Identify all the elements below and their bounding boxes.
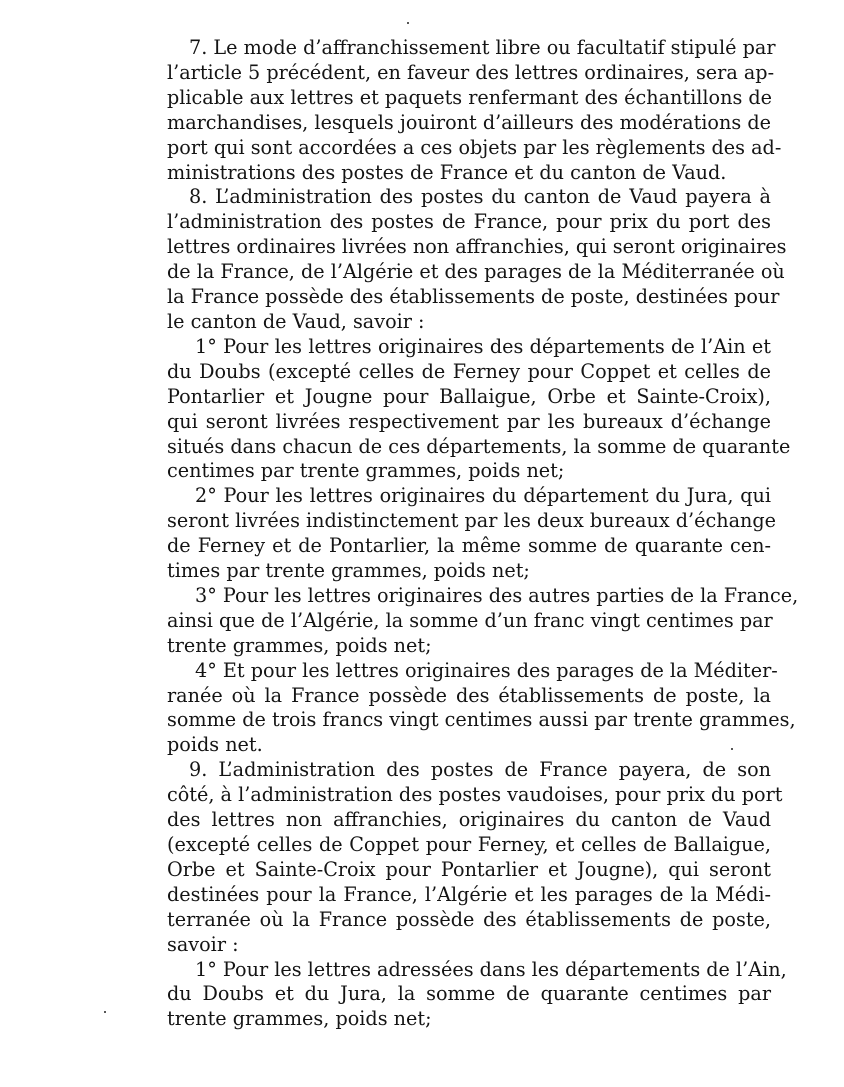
text-line: l’article 5 précédent, en faveur des lettres ordinaires, sera ap- xyxy=(167,60,775,84)
text-line: 4° Et pour les lettres originaires des parages de la Méditer- xyxy=(195,658,778,682)
text-line: lettres ordinaires livrées non affranchies, qui seront originaires xyxy=(167,235,787,259)
text-line: 2° Pour les lettres originaires du département du Jura, qui xyxy=(195,484,771,508)
text-line: 9. L’administration des postes de France payera, de son xyxy=(189,758,771,782)
text-line: 7. Le mode d’affranchissement libre ou facultatif stipulé par xyxy=(189,36,776,59)
scan-speck xyxy=(407,22,409,24)
text-line: times par trente grammes, poids net; xyxy=(167,559,530,583)
text-line: situés dans chacun de ces départements, la somme de quarante xyxy=(167,434,791,458)
text-line: centimes par trente grammes, poids net; xyxy=(167,459,565,483)
text-line: plicable aux lettres et paquets renfermant des échantillons de xyxy=(167,85,773,109)
article-8 xyxy=(167,185,787,334)
article-8-item-1 xyxy=(167,334,791,484)
text-line: des lettres non affranchies, originaires du canton de Vaud xyxy=(167,808,771,832)
text-line: 8. L’administration des postes du canton de Vaud payera à xyxy=(189,185,771,209)
text-line: seront livrées indistinctement par les deux bureaux d’échange xyxy=(167,509,777,533)
scan-speck xyxy=(104,1011,106,1013)
text-line: ministrations des postes de France et du canton de Vaud. xyxy=(167,160,727,184)
text-line: terranée où la France possède des établissements de poste, xyxy=(167,907,771,931)
text-line: marchandises, lesquels jouiront d’ailleurs des modérations de xyxy=(167,110,771,134)
text-line: 1° Pour les lettres adressées dans les départements de l’Ain, xyxy=(195,957,787,981)
scan-speck xyxy=(731,748,733,750)
text-line: du Doubs (excepté celles de Ferney pour Coppet et celles de xyxy=(167,359,771,383)
article-8-item-3 xyxy=(167,583,799,659)
article-7 xyxy=(167,36,782,185)
text-line: poids net. xyxy=(167,733,263,757)
article-9-item-1 xyxy=(167,957,787,1033)
text-line: ranée où la France possède des établissements de poste, la xyxy=(167,683,771,707)
text-line: le canton de Vaud, savoir : xyxy=(167,309,425,333)
text-line: port qui sont accordées a ces objets par les règlements des ad- xyxy=(167,135,782,159)
text-line: trente grammes, poids net; xyxy=(167,1007,432,1031)
text-line: somme de trois francs vingt centimes aussi par trente grammes, xyxy=(167,708,796,732)
text-line: qui seront livrées respectivement par les bureaux d’échange xyxy=(167,409,771,433)
text-line: l’administration des postes de France, pour prix du port des xyxy=(167,210,771,234)
text-line: Orbe et Sainte-Croix pour Pontarlier et Jougne), qui seront xyxy=(167,857,771,881)
text-line: destinées pour la France, l’Algérie et les parages de la Médi- xyxy=(167,882,771,906)
document-body xyxy=(167,36,799,1032)
article-8-item-2 xyxy=(167,484,777,584)
text-line: de la France, de l’Algérie et des parages de la Méditerranée où xyxy=(167,260,785,284)
text-line: 1° Pour les lettres originaires des départements de l’Ain et xyxy=(195,334,771,358)
text-line: de Ferney et de Pontarlier, la même somme de quarante cen- xyxy=(167,534,771,558)
text-line: 3° Pour les lettres originaires des autres parties de la France, xyxy=(195,583,799,607)
text-line: côté, à l’administration des postes vaudoises, pour prix du port xyxy=(167,783,783,807)
text-line: trente grammes, poids net; xyxy=(167,633,432,657)
article-8-item-4 xyxy=(167,658,796,759)
article-9 xyxy=(167,758,783,957)
text-line: savoir : xyxy=(167,932,239,956)
text-line: ainsi que de l’Algérie, la somme d’un franc vingt centimes par xyxy=(167,608,773,632)
text-line: la France possède des établissements de poste, destinées pour xyxy=(167,285,780,309)
text-line: (excepté celles de Coppet pour Ferney, et celles de Ballaigue, xyxy=(167,833,771,856)
text-line: du Doubs et du Jura, la somme de quarante centimes par xyxy=(167,982,771,1006)
text-line: Pontarlier et Jougne pour Ballaigue, Orbe et Sainte-Croix), xyxy=(167,384,771,408)
